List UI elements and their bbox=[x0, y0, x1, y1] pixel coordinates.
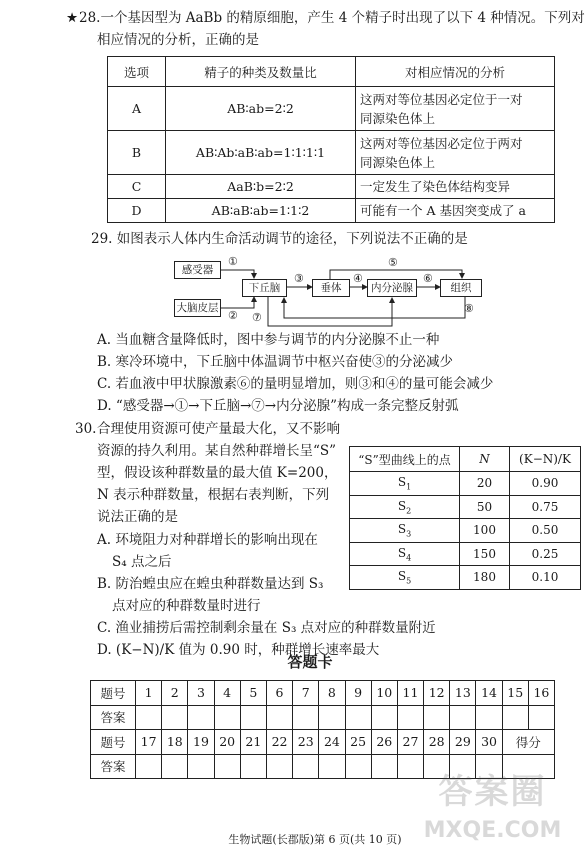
question-number: 16 bbox=[528, 681, 554, 706]
num-4: ④ bbox=[353, 272, 363, 285]
table-row bbox=[350, 542, 581, 566]
q30-option-a-cont: S₄ 点之后 bbox=[112, 554, 172, 570]
question-number: 30 bbox=[476, 730, 502, 755]
q28-analysis: 可能有一个 A 基因突变成了 a bbox=[356, 199, 555, 223]
q30-option-c: C. 渔业捕捞后需控制剩余量在 S₃ 点对应的种群数量附近 bbox=[97, 620, 436, 636]
node-cortex: 大脑皮层 bbox=[174, 299, 221, 317]
q28-option: A bbox=[108, 87, 166, 131]
table-row bbox=[91, 681, 555, 706]
q28-stem-line2: 相应情况的分析，正确的是 bbox=[97, 32, 259, 48]
table-row bbox=[91, 730, 555, 755]
answer-cell[interactable] bbox=[345, 705, 371, 730]
question-number: 6 bbox=[266, 681, 292, 706]
table-row bbox=[108, 199, 555, 223]
q30-point bbox=[350, 542, 460, 566]
q30-point-letter: S bbox=[397, 522, 407, 537]
q30-stem-line: 型，假设该种群数量的最大值 K=200， bbox=[97, 465, 338, 481]
watermark-url: MXQE.COM bbox=[423, 818, 562, 843]
answer-cell[interactable] bbox=[293, 754, 319, 779]
q30-n: 150 bbox=[460, 542, 510, 566]
q28-header-analysis: 对相应情况的分析 bbox=[356, 57, 555, 87]
q30-point-letter: S bbox=[397, 475, 407, 490]
question-number: 25 bbox=[345, 730, 371, 755]
q30-ratio: 0.10 bbox=[510, 566, 581, 590]
q30-stem-line: 合理使用资源可使产量最大化，又不影响 bbox=[97, 421, 340, 437]
question-number: 27 bbox=[397, 730, 423, 755]
question-number: 9 bbox=[345, 681, 371, 706]
q28-analysis bbox=[356, 87, 555, 131]
q29-option-c: C. 若血液中甲状腺激素⑥的量明显增加，则③和④的量可能会减少 bbox=[97, 376, 494, 392]
question-number: 29 bbox=[450, 730, 476, 755]
answer-cell[interactable] bbox=[214, 754, 240, 779]
q30-stem-line: 说法正确的是 bbox=[97, 509, 178, 525]
answer-cell[interactable] bbox=[371, 754, 397, 779]
q29-stem: 29. 如图表示人体内生命活动调节的途径，下列说法不正确的是 bbox=[91, 231, 468, 247]
question-number: 15 bbox=[502, 681, 528, 706]
q30-ratio: 0.90 bbox=[510, 472, 581, 496]
node-pituitary: 垂体 bbox=[312, 279, 350, 297]
question-number: 4 bbox=[214, 681, 240, 706]
q30-point-letter: S bbox=[397, 569, 407, 584]
answer-cell[interactable] bbox=[188, 754, 214, 779]
q30-option-b-cont: 点对应的种群数量时进行 bbox=[112, 598, 261, 614]
num-1: ① bbox=[228, 255, 238, 268]
q30-point-sub: 4 bbox=[406, 552, 412, 562]
question-number: 26 bbox=[371, 730, 397, 755]
question-number: 13 bbox=[450, 681, 476, 706]
answer-cell[interactable] bbox=[240, 754, 266, 779]
q30-number: 30. bbox=[75, 421, 97, 437]
answer-cell[interactable] bbox=[266, 705, 292, 730]
arrow-1 bbox=[221, 270, 254, 278]
q30-point-sub: 5 bbox=[406, 576, 412, 586]
q30-n: 180 bbox=[460, 566, 510, 590]
q30-point-letter: S bbox=[397, 545, 407, 560]
answer-card-table bbox=[90, 680, 555, 779]
answer-cell[interactable] bbox=[371, 705, 397, 730]
answer-label: 答案 bbox=[91, 754, 136, 779]
q28-analysis-line: 同源染色体上 bbox=[360, 154, 436, 170]
question-number: 7 bbox=[293, 681, 319, 706]
q28-ratio: AB∶Ab∶aB∶ab=1∶1∶1∶1 bbox=[166, 131, 356, 175]
q30-point-sub: 3 bbox=[406, 529, 412, 539]
q28-analysis-line: 这两对等位基因必定位于两对 bbox=[360, 135, 523, 151]
score-label: 得分 bbox=[502, 730, 554, 755]
answer-cell[interactable] bbox=[424, 705, 450, 730]
q30-option-b: B. 防治蝗虫应在蝗虫种群数量达到 S₃ bbox=[97, 576, 324, 592]
q30-point-sub: 1 bbox=[406, 482, 412, 492]
answer-cell[interactable] bbox=[476, 705, 502, 730]
page-footer: 生物试题(长郡版)第 6 页(共 10 页) bbox=[228, 833, 402, 846]
q30-point-letter: S bbox=[397, 498, 407, 513]
table-row bbox=[108, 131, 555, 175]
question-number: 11 bbox=[397, 681, 423, 706]
num-6: ⑥ bbox=[423, 272, 433, 285]
answer-cell[interactable] bbox=[136, 754, 162, 779]
q30-ratio: 0.50 bbox=[510, 519, 581, 543]
num-2: ② bbox=[228, 309, 238, 322]
q28-option: C bbox=[108, 175, 166, 199]
num-3: ③ bbox=[294, 272, 304, 285]
q28-ratio: AB∶ab=2∶2 bbox=[166, 87, 356, 131]
q30-point-sub: 2 bbox=[406, 505, 412, 515]
q30-header-n: N bbox=[460, 447, 510, 472]
question-number: 18 bbox=[162, 730, 188, 755]
q30-point bbox=[350, 495, 460, 519]
q30-option-d: D. (K−N)/K 值为 0.90 时，种群增长速率最大 bbox=[97, 642, 380, 658]
table-row bbox=[350, 495, 581, 519]
node-hypothalamus: 下丘脑 bbox=[242, 279, 287, 297]
question-number: 21 bbox=[240, 730, 266, 755]
answer-cell[interactable] bbox=[345, 754, 371, 779]
q30-point bbox=[350, 566, 460, 590]
question-number: 24 bbox=[319, 730, 345, 755]
question-number: 14 bbox=[476, 681, 502, 706]
question-number: 17 bbox=[136, 730, 162, 755]
question-number: 5 bbox=[240, 681, 266, 706]
q29-option-d: D. “感受器→①→下丘脑→⑦→内分泌腺”构成一条完整反射弧 bbox=[97, 398, 459, 414]
table-row bbox=[350, 472, 581, 496]
answer-cell[interactable] bbox=[188, 705, 214, 730]
q30-n: 50 bbox=[460, 495, 510, 519]
answer-cell[interactable] bbox=[397, 705, 423, 730]
node-tissue: 组织 bbox=[440, 279, 482, 297]
answer-card-title: 答题卡 bbox=[287, 653, 333, 671]
question-number: 23 bbox=[293, 730, 319, 755]
q28-stem-line1: 28.一个基因型为 AaBb 的精原细胞，产生 4 个精子时出现了以下 4 种情况。下列对 bbox=[79, 10, 585, 26]
q30-point bbox=[350, 472, 460, 496]
answer-cell[interactable] bbox=[319, 754, 345, 779]
q30-stem-line: 资源的持久利用。某自然种群增长呈“S” bbox=[97, 443, 337, 459]
q30-table bbox=[349, 446, 581, 590]
watermark-title: 答案圈 bbox=[438, 772, 547, 812]
question-number: 12 bbox=[424, 681, 450, 706]
table-row bbox=[91, 705, 555, 730]
answer-cell[interactable] bbox=[214, 705, 240, 730]
q30-header-ratio: (K−N)/K bbox=[510, 447, 581, 472]
node-gland: 内分泌腺 bbox=[367, 279, 417, 297]
q29-diagram bbox=[170, 252, 490, 330]
answer-cell[interactable] bbox=[319, 705, 345, 730]
q30-stem-line: N 表示种群数量，根据右表判断，下列 bbox=[97, 487, 330, 503]
q28-ratio: AB∶aB∶ab=1∶1∶2 bbox=[166, 199, 356, 223]
q29-option-b: B. 寒冷环境中，下丘脑中体温调节中枢兴奋使③的分泌减少 bbox=[97, 354, 454, 370]
q30-n: 100 bbox=[460, 519, 510, 543]
q30-n: 20 bbox=[460, 472, 510, 496]
question-number: 10 bbox=[371, 681, 397, 706]
q28-analysis: 一定发生了染色体结构变异 bbox=[356, 175, 555, 199]
question-number: 28 bbox=[424, 730, 450, 755]
q28-analysis-line: 这两对等位基因必定位于一对 bbox=[360, 91, 523, 107]
arrow-8 bbox=[284, 297, 465, 318]
question-number-label: 题号 bbox=[91, 730, 136, 755]
q30-ratio: 0.75 bbox=[510, 495, 581, 519]
num-5: ⑤ bbox=[388, 256, 398, 269]
question-number: 22 bbox=[266, 730, 292, 755]
answer-cell[interactable] bbox=[162, 754, 188, 779]
arrow-2 bbox=[221, 297, 254, 308]
answer-cell[interactable] bbox=[162, 705, 188, 730]
question-number: 8 bbox=[319, 681, 345, 706]
table-row bbox=[350, 566, 581, 590]
arrow-7 bbox=[268, 297, 392, 326]
question-number-label: 题号 bbox=[91, 681, 136, 706]
q28-table bbox=[107, 56, 555, 223]
question-number: 1 bbox=[136, 681, 162, 706]
table-row bbox=[108, 87, 555, 131]
q28-option: D bbox=[108, 199, 166, 223]
answer-cell[interactable] bbox=[502, 705, 528, 730]
question-number: 3 bbox=[188, 681, 214, 706]
q30-point bbox=[350, 519, 460, 543]
table-row bbox=[108, 175, 555, 199]
num-7: ⑦ bbox=[252, 311, 262, 324]
q28-analysis-line: 同源染色体上 bbox=[360, 110, 436, 126]
table-row bbox=[350, 519, 581, 543]
q28-header-option: 选项 bbox=[108, 57, 166, 87]
node-receptor: 感受器 bbox=[174, 261, 221, 279]
answer-cell[interactable] bbox=[450, 705, 476, 730]
arrow-5 bbox=[330, 270, 462, 279]
q30-header-point: “S”型曲线上的点 bbox=[350, 447, 460, 472]
q30-ratio: 0.25 bbox=[510, 542, 581, 566]
question-number: 2 bbox=[162, 681, 188, 706]
question-number: 20 bbox=[214, 730, 240, 755]
answer-cell[interactable] bbox=[528, 705, 554, 730]
answer-cell[interactable] bbox=[266, 754, 292, 779]
q28-option: B bbox=[108, 131, 166, 175]
watermark bbox=[400, 768, 585, 860]
question-number: 19 bbox=[188, 730, 214, 755]
q30-option-a: A. 环境阻力对种群增长的影响出现在 bbox=[97, 532, 318, 548]
answer-cell[interactable] bbox=[293, 705, 319, 730]
q28-star: ★ bbox=[66, 10, 79, 26]
answer-label: 答案 bbox=[91, 705, 136, 730]
q28-analysis bbox=[356, 131, 555, 175]
q29-option-a: A. 当血糖含量降低时，图中参与调节的内分泌腺不止一种 bbox=[97, 332, 440, 348]
num-8: ⑧ bbox=[464, 302, 474, 315]
answer-cell[interactable] bbox=[240, 705, 266, 730]
q28-header-ratio: 精子的种类及数量比 bbox=[166, 57, 356, 87]
answer-cell[interactable] bbox=[136, 705, 162, 730]
q28-ratio: AaB∶b=2∶2 bbox=[166, 175, 356, 199]
